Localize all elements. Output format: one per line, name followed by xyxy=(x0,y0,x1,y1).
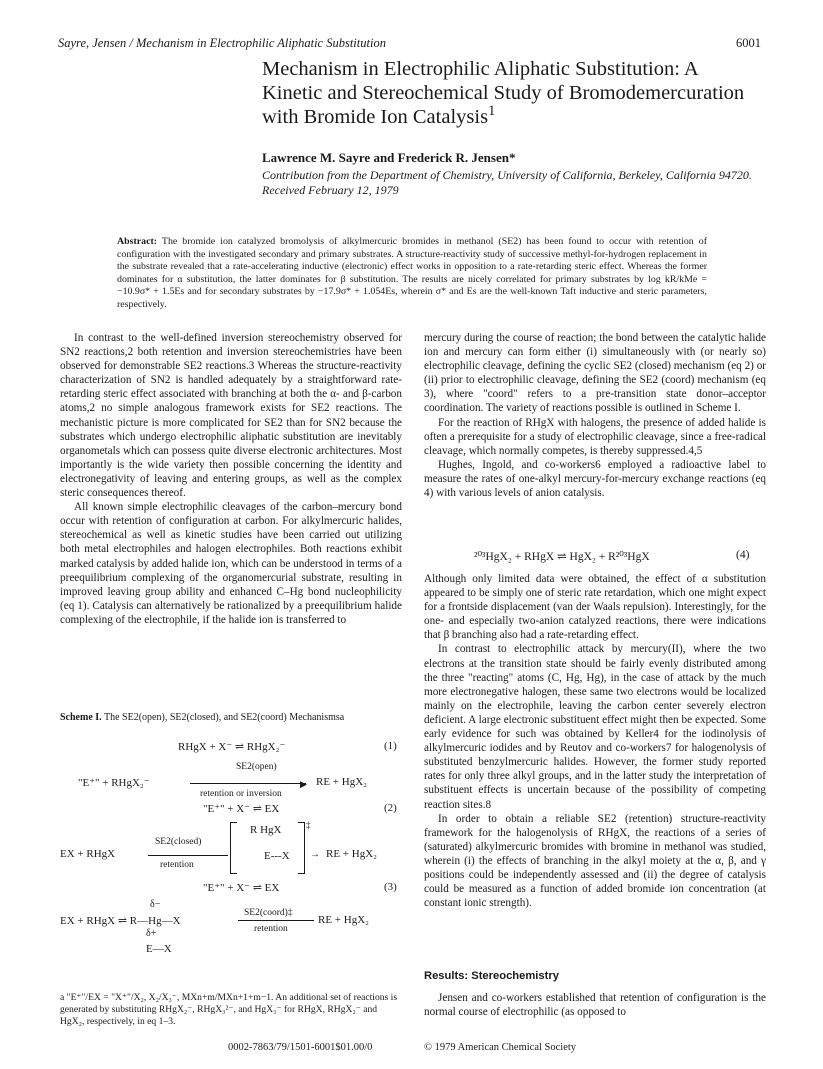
coord-label: SE2(coord)‡ xyxy=(244,908,293,918)
closed-sub: retention xyxy=(160,860,194,870)
open-sub: retention or inversion xyxy=(200,789,282,799)
eq1-number: (1) xyxy=(384,740,397,752)
closed-ts-top: R HgX xyxy=(250,824,282,836)
scheme-footnote: a "E⁺"/EX = "X⁺"/X₂, X₂/X₃⁻, MXn+m/MXn+1+m−1. An additional set of reactions is generated by substituting RHgX₂⁻, RHgX₃²⁻, and HgX₃⁻ for RHgX, RHgX₂⁻ and HgX₂, respectively, in eq 1–3. xyxy=(60,992,398,1027)
paragraph: In contrast to the well-defined inversion stereochemistry observed for SN2 reactions,2 both retention and inversion stereochemistries have been observed for demonstrable SE2 reactions.3 Whereas the structure-reactivity characterization of SN2 is handled adequately by a straightforward rate-retarding steric effect associated with branching at both the α- and β-carbon atoms,2 no simple analogous framework exists for SE2 reactions. The mechanistic picture is more complicated for SE2 than for SN2 because the substrates which undergo electrophilic aliphatic substitution are inevitably organometals which can possess quite diverse electronic architectures. Most importantly is the wide variety then possible concerning the identity and electronegativity of leaving and entering groups, as well as the complex steric consequences thereof. xyxy=(60,332,402,500)
coord-delta-minus: δ− xyxy=(150,899,161,910)
closed-arrow xyxy=(148,855,228,856)
paragraph: Although only limited data were obtained, the effect of α substitution appeared to be simply one of steric rate retardation, which one might expect for a frontside displacement (van der Waals repulsion). Interestingly, for the one- and especially two-anion catalyzed reactions, there were indications that β branching also had a rate-retarding effect. xyxy=(424,573,766,642)
ts-mark: ‡ xyxy=(306,820,311,830)
right-column xyxy=(424,331,766,500)
paragraph: mercury during the course of reaction; the bond between the catalytic halide ion and mercury can form either (i) simultaneously with (or nearly so) electrophilic cleavage, defining the cyclic SE2 (closed) mechanism (eq 2) or (ii) prior to electrophilic cleavage, defining the SE2 (coord) mechanism (eq 3), where "coord" refers to a pre-transition state donor–acceptor coordination. The variety of reactions possible is outlined in Scheme I. xyxy=(424,332,767,415)
eq2: "E⁺" + X⁻ ⇌ EX xyxy=(203,803,280,815)
article-title xyxy=(262,57,762,129)
scheme-caption-text: The SE2(open), SE2(closed), and SE2(coord) Mechanismsa xyxy=(104,712,345,723)
page-number: 6001 xyxy=(736,36,761,50)
eq1: RHgX + X⁻ ⇌ RHgX₂⁻ xyxy=(178,741,286,753)
title-footnote-marker: 1 xyxy=(488,103,496,120)
closed-left: EX + RHgX xyxy=(60,848,116,860)
left-column xyxy=(60,331,402,627)
closed-right: RE + HgX₂ xyxy=(326,848,377,860)
open-label: SE2(open) xyxy=(236,762,277,772)
footer-copyright: © 1979 American Chemical Society xyxy=(424,1042,577,1053)
closed-ts-bottom: E---X xyxy=(264,850,290,862)
abstract-label: Abstract: xyxy=(117,236,158,247)
scheme-caption-label: Scheme I. xyxy=(60,712,102,723)
paragraph: In order to obtain a reliable SE2 (retention) structure-reactivity framework for the halogenolysis of RHgX, the reactions of a series of (saturated) alkylmercuric bromides with bromine in methanol was studied, wherein (i) the effects of branching in the alkyl moiety at the α, β, and γ positions could be independently assessed and (ii) the degree of catalysis could be measured as a function of added bromide ion concentration (at constant ionic strength). xyxy=(424,812,766,910)
closed-arrow2: → xyxy=(310,849,320,860)
paragraph: In contrast to electrophilic attack by mercury(II), where the two electrons at the transition state should be fairly evenly distributed among the three "reacting" atoms (C, Hg, Hg), in the case of attack by the much more electronegative halogen, these same two electrons would be localized mainly on the electrophile, leaving the carbon center severely electron deficient. A large electronic substituent effect might then be expected. Some early evidence for such was obtained by Keller4 for the iodinolysis of alkylmercuric iodides and by Reutov and co-workers7 for halogenolysis of substituted benzylmercuric halides. However, the former study reported rates for only three alkyl groups, and in the latter study the interpretation of substituent effects is uncertain because of the possibility of competing reaction sites.8 xyxy=(424,643,766,811)
right-column-continued xyxy=(424,572,766,910)
ts-bracket-right xyxy=(298,822,305,874)
affiliation: Contribution from the Department of Chemistry, University of California, Berkeley, California 94720. Received February 12, 1979 xyxy=(262,168,752,197)
eq3: "E⁺" + X⁻ ⇌ EX xyxy=(203,882,280,894)
coord-sub: retention xyxy=(254,924,288,934)
paragraph: All known simple electrophilic cleavages of the carbon–mercury bond occur with retention of configuration at carbon. For alkylmercuric halides, stereochemical as well as kinetic studies have been carried out utilizing both metal electrophiles and halogen electrophiles. Both reactions exhibit marked catalysis by added halide ion, which can be understood in terms of a preequilibrium complexing of the organomercurial substrate, resulting in improved leaving group ability and enhanced C–Hg bond nucleophilicity (eq 1). Catalysis can alternatively be rationalized by a preequilibrium halide complexing of the electrophile, if the halide ion is transferred to xyxy=(60,501,402,626)
running-head: Sayre, Jensen / Mechanism in Electrophilic Aliphatic Substitution xyxy=(58,36,386,50)
abstract-text: The bromide ion catalyzed bromolysis of alkylmercuric bromides in methanol (SE2) has been found to occur with retention of configuration with the investigated secondary and primary substrates. A structure-reactivity study of successive methyl-for-hydrogen replacement in the substrate revealed that a rate-accelerating inductive (electronic) effect works in opposition to a rate-retarding steric effect. Whereas the former dominates for α substitution, the latter dominates for β substitution. The results are nicely correlated for primary substrates by log kR/kMe = −10.9σ* + 1.5Es and for secondary substrates by −17.9σ* + 1.054Es, wherein σ* and Es are the well-known Taft inductive and steric parameters, respectively. xyxy=(117,236,707,310)
abstract xyxy=(117,236,707,312)
open-arrow-head: ▶ xyxy=(300,779,307,789)
closed-label: SE2(closed) xyxy=(155,837,202,847)
right-column-end xyxy=(424,991,766,1019)
open-arrow xyxy=(190,783,306,784)
eq4: ²⁰³HgX₂ + RHgX ⇌ HgX₂ + R²⁰³HgX xyxy=(474,551,650,563)
coord-arrow xyxy=(238,920,314,921)
coord-delta-plus: δ+ xyxy=(146,928,157,939)
eq4-number: (4) xyxy=(736,549,750,561)
section-heading: Results: Stereochemistry xyxy=(424,970,559,982)
ts-bracket-left xyxy=(230,822,237,874)
coord-left: EX + RHgX ⇌ R—Hg—X xyxy=(60,915,181,927)
coord-right: RE + HgX₂ xyxy=(318,914,369,926)
authors: Lawrence M. Sayre and Frederick R. Jensen* xyxy=(262,150,516,165)
open-left: "E⁺" + RHgX₂⁻ xyxy=(78,777,150,789)
paragraph: Hughes, Ingold, and co-workers6 employed a radioactive label to measure the rates of one-alkyl mercury-for-mercury exchange reactions (eq 4) with various levels of anion catalysis. xyxy=(424,458,766,500)
footer-code: 0002-7863/79/1501-6001$01.00/0 xyxy=(228,1042,373,1053)
eq3-number: (3) xyxy=(384,881,397,893)
coord-bottom: E—X xyxy=(146,943,172,955)
paragraph: Jensen and co-workers established that retention of configuration is the normal course of electrophilic (as opposed to xyxy=(424,992,766,1019)
paragraph: For the reaction of RHgX with halogens, the presence of added halide is often a prerequisite for a study of electrophilic cleavage, since a free-radical cleavage, which normally competes, is thereby suppressed.4,5 xyxy=(424,416,766,457)
title-text: Mechanism in Electrophilic Aliphatic Substitution: A Kinetic and Stereochemical Study of Bromodemercuration with Bromide Ion Catalysis xyxy=(262,58,745,128)
eq2-number: (2) xyxy=(384,802,397,814)
scheme-caption xyxy=(60,712,400,724)
open-right: RE + HgX₂ xyxy=(316,776,367,788)
